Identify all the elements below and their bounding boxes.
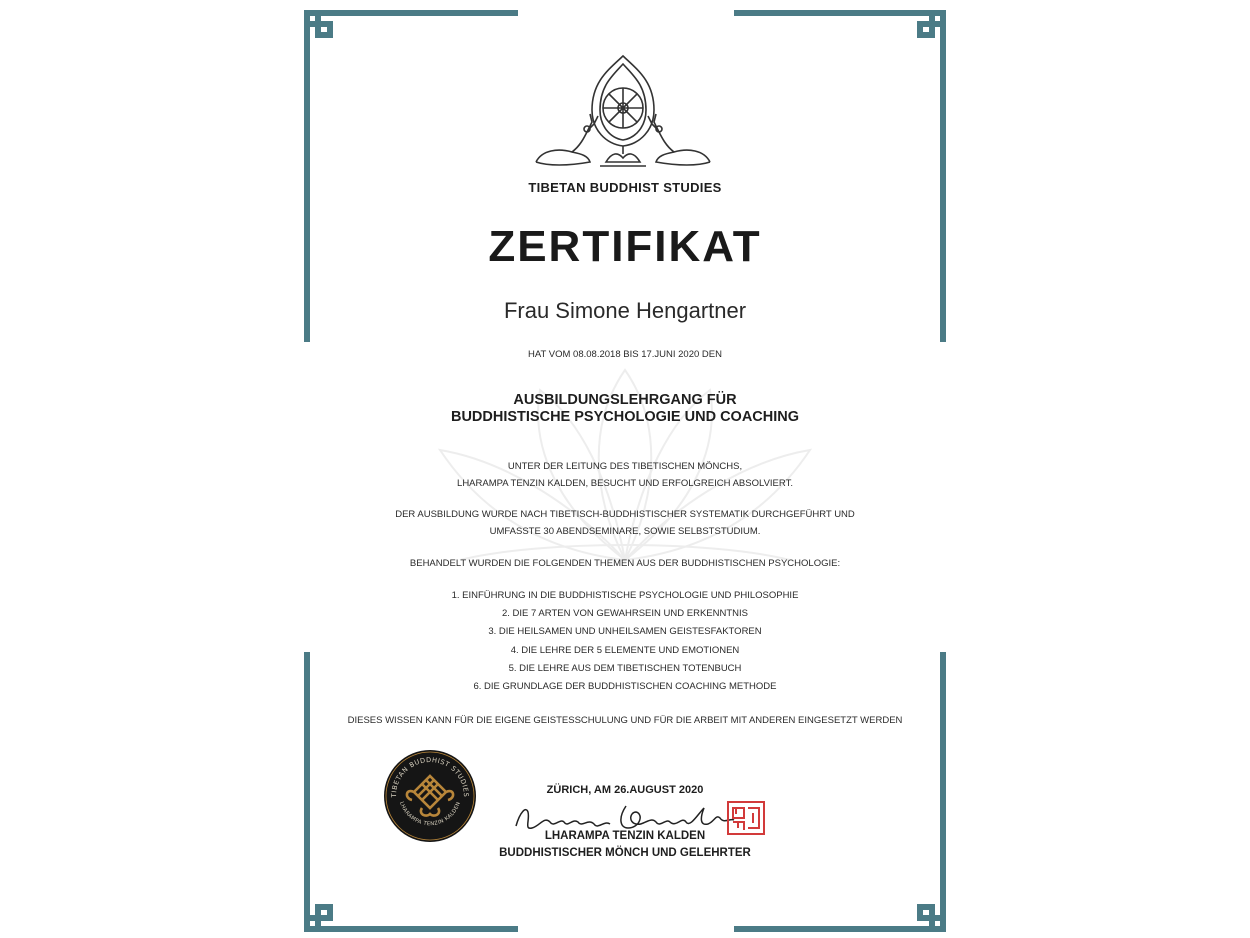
place-and-date: ZÜRICH, AM 26.AUGUST 2020 — [546, 784, 704, 796]
closing-statement: DIESES WISSEN KANN FÜR DIE EIGENE GEISTESSCHULUNG UND FÜR DIE ARBEIT MIT ANDEREN EINGESETZT WERDEN — [347, 715, 903, 726]
endless-knot-seal — [382, 748, 478, 844]
list-item: 1. EINFÜHRUNG IN DIE BUDDHISTISCHE PSYCHOLOGIE UND PHILOSOPHIE — [451, 590, 799, 601]
list-item: 6. DIE GRUNDLAGE DER BUDDHISTISCHEN COACHING METHODE — [473, 681, 777, 693]
course-period: HAT VOM 08.08.2018 BIS 17.JUNI 2020 DEN — [528, 349, 722, 360]
topics-intro: BEHANDELT WURDEN DIE FOLGENDEN THEMEN AUS DER BUDDHISTISCHEN PSYCHOLOGIE: — [409, 558, 841, 569]
course-title-line-2: BUDDHISTISCHE PSYCHOLOGIE UND COACHING — [450, 409, 800, 425]
supervision-line-1: UNTER DER LEITUNG DES TIBETISCHEN MÖNCHS, — [507, 461, 743, 472]
certificate-title: ZERTIFIKAT — [488, 222, 762, 271]
topics-list — [325, 587, 925, 696]
course-title-line-1: AUSBILDUNGSLEHRGANG FÜR — [513, 392, 737, 408]
organization-name: TIBETAN BUDDHIST STUDIES — [528, 180, 722, 195]
method-text — [325, 506, 925, 540]
recipient-name: Frau Simone Hengartner — [503, 298, 747, 323]
seal-bottom-text: LHARAMPA TENZIN KALDEN — [398, 800, 462, 828]
supervision-line-2: LHARAMPA TENZIN KALDEN, BESUCHT UND ERFOLGREICH ABSOLVIERT. — [457, 478, 793, 489]
dharma-wheel-emblem — [528, 52, 718, 174]
list-item: 2. DIE 7 ARTEN VON GEWAHRSEIN UND ERKENNTNIS — [502, 608, 748, 620]
signer-name: LHARAMPA TENZIN KALDEN — [544, 830, 706, 842]
list-item: 4. DIE LEHRE DER 5 ELEMENTE UND EMOTIONEN — [510, 644, 740, 656]
signer-title: BUDDHISTISCHER MÖNCH UND GELEHRTER — [499, 847, 751, 859]
method-line-2: UMFASSTE 30 ABENDSEMINARE, SOWIE SELBSTSTUDIUM. — [489, 526, 761, 537]
course-title — [325, 392, 925, 426]
method-line-1: DER AUSBILDUNG WURDE NACH TIBETISCH-BUDDHISTISCHER SYSTEMATIK DURCHGEFÜHRT UND — [395, 509, 855, 520]
list-item: 5. DIE LEHRE AUS DEM TIBETISCHEN TOTENBUCH — [508, 662, 742, 674]
seal-top-text: TIBETAN BUDDHIST STUDIES — [389, 755, 471, 798]
supervision-text — [325, 458, 925, 492]
list-item: 3. DIE HEILSAMEN UND UNHEILSAMEN GEISTESFAKTOREN — [488, 626, 762, 638]
